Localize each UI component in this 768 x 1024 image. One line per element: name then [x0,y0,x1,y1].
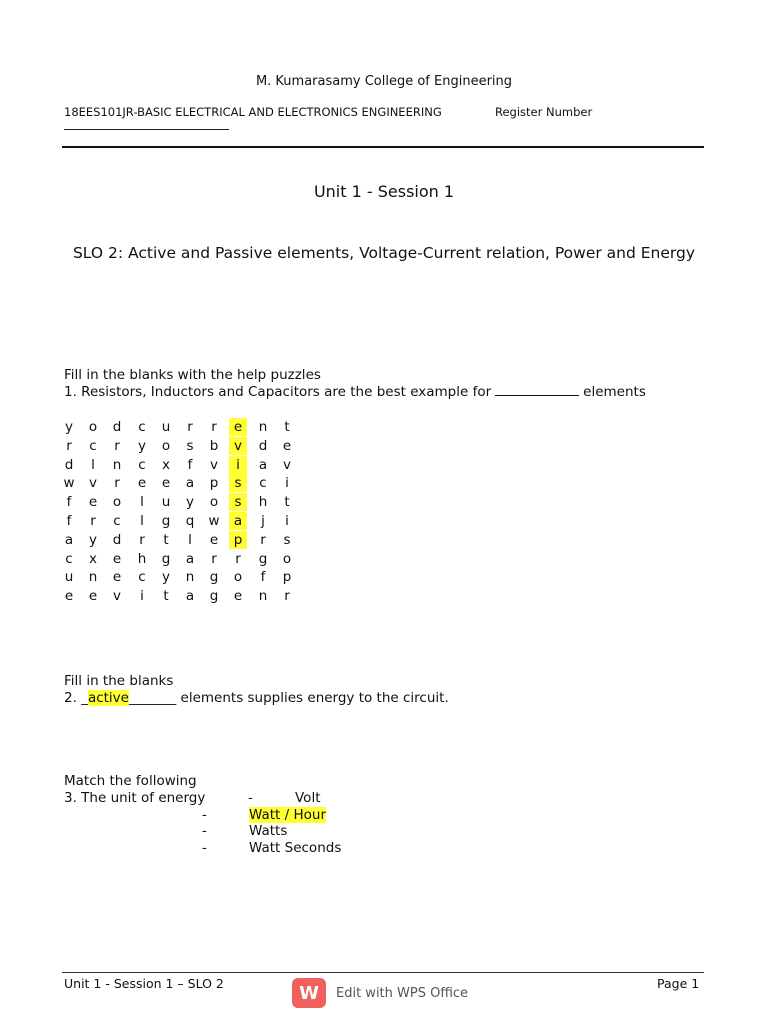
puzzle-cell[interactable]: f [66,494,72,510]
register-number-line [64,129,229,130]
puzzle-cell[interactable]: e [282,438,292,454]
puzzle-cell[interactable]: n [88,569,98,585]
puzzle-cell[interactable]: h [137,551,147,567]
footer-page-number: Page 1 [657,976,700,991]
puzzle-cell[interactable]: u [161,419,171,435]
puzzle-cell[interactable]: a [64,532,74,548]
puzzle-cell[interactable]: t [284,494,290,510]
q3-question: 3. The unit of energy [64,790,206,806]
puzzle-cell[interactable]: y [138,438,146,454]
puzzle-cell[interactable]: o [209,494,219,510]
puzzle-cell[interactable]: l [140,513,144,529]
puzzle-cell[interactable]: v [210,457,218,473]
puzzle-cell[interactable]: r [260,532,266,548]
q3-option-3[interactable]: Watts [249,823,288,839]
puzzle-cell[interactable]: n [258,588,268,604]
puzzle-cell[interactable]: a [229,512,247,530]
puzzle-cell[interactable]: y [186,494,194,510]
puzzle-cell[interactable]: y [89,532,97,548]
puzzle-cell[interactable]: o [88,419,98,435]
puzzle-cell[interactable]: c [65,551,73,567]
puzzle-cell[interactable]: v [229,437,247,455]
puzzle-cell[interactable]: l [188,532,192,548]
puzzle-cell[interactable]: c [138,457,146,473]
puzzle-cell[interactable]: r [66,438,72,454]
puzzle-cell[interactable]: e [64,588,74,604]
puzzle-cell[interactable]: c [138,419,146,435]
q1-instruction: Fill in the blanks with the help puzzles [64,367,321,383]
puzzle-cell[interactable]: i [285,475,289,491]
puzzle-cell[interactable]: v [89,475,97,491]
puzzle-cell[interactable]: a [185,551,195,567]
q3-dash-3: - [202,823,207,839]
puzzle-cell[interactable]: r [114,438,120,454]
puzzle-cell[interactable]: a [185,588,195,604]
puzzle-cell[interactable]: e [88,494,98,510]
puzzle-cell[interactable]: r [187,419,193,435]
puzzle-cell[interactable]: r [211,551,217,567]
q2-number: 2. [64,690,77,706]
puzzle-cell[interactable]: g [209,569,219,585]
puzzle-cell[interactable]: n [258,419,268,435]
puzzle-cell[interactable]: e [137,475,147,491]
puzzle-cell[interactable]: s [186,438,194,454]
q2-answer[interactable]: active [87,690,129,706]
puzzle-cell[interactable]: d [112,419,122,435]
puzzle-cell[interactable]: r [284,588,290,604]
puzzle-cell[interactable]: o [282,551,292,567]
footer-divider [62,972,704,973]
puzzle-cell[interactable]: x [89,551,97,567]
puzzle-cell[interactable]: y [65,419,73,435]
puzzle-cell[interactable]: c [259,475,267,491]
puzzle-cell[interactable]: h [258,494,268,510]
puzzle-cell[interactable]: g [161,551,171,567]
puzzle-cell[interactable]: f [66,513,72,529]
q1-blank[interactable] [495,394,579,396]
q1-question [64,384,646,400]
puzzle-cell[interactable]: l [91,457,95,473]
puzzle-cell[interactable]: i [140,588,144,604]
puzzle-cell[interactable]: w [208,513,220,529]
puzzle-cell[interactable]: u [64,569,74,585]
puzzle-cell[interactable]: e [112,569,122,585]
puzzle-cell[interactable]: c [89,438,97,454]
wps-edit-banner[interactable] [292,977,468,1009]
puzzle-cell[interactable]: r [114,475,120,491]
puzzle-cell[interactable]: q [185,513,195,529]
puzzle-cell[interactable]: t [284,419,290,435]
puzzle-cell[interactable]: r [211,419,217,435]
puzzle-cell[interactable]: b [209,438,219,454]
puzzle-cell[interactable]: n [185,569,195,585]
puzzle-cell[interactable]: e [161,475,171,491]
puzzle-cell[interactable]: w [63,475,75,491]
puzzle-cell[interactable]: t [163,532,169,548]
puzzle-cell[interactable]: e [209,532,219,548]
puzzle-cell[interactable]: s [283,532,291,548]
puzzle-cell[interactable]: g [209,588,219,604]
q3-option-2[interactable]: Watt / Hour [249,807,326,823]
puzzle-cell[interactable]: p [229,531,247,549]
q3-dash-2: - [202,807,207,823]
puzzle-cell[interactable]: e [88,588,98,604]
q1-text-before: 1. Resistors, Inductors and Capacitors are the best example for [64,384,492,400]
puzzle-cell[interactable]: o [112,494,122,510]
puzzle-cell[interactable]: s [229,474,247,492]
puzzle-cell[interactable]: y [162,569,170,585]
puzzle-cell[interactable]: x [162,457,170,473]
q3-dash-4: - [202,840,207,856]
puzzle-cell[interactable]: e [112,551,122,567]
puzzle-cell[interactable]: v [113,588,121,604]
q3-instruction: Match the following [64,773,197,789]
puzzle-cell[interactable]: c [113,513,121,529]
puzzle-cell[interactable]: s [229,493,247,511]
puzzle-cell[interactable]: n [112,457,122,473]
puzzle-cell[interactable]: p [282,569,292,585]
puzzle-cell[interactable]: g [161,513,171,529]
slo-title: SLO 2: Active and Passive elements, Voltage-Current relation, Power and Energy [72,244,696,262]
wps-logo-icon: W [292,978,326,1008]
puzzle-cell[interactable]: e [229,418,247,436]
q2-text: elements supplies energy to the circuit. [180,690,449,706]
puzzle-cell[interactable]: u [161,494,171,510]
puzzle-cell[interactable]: o [161,438,171,454]
puzzle-cell[interactable]: i [285,513,289,529]
course-code: 18EES101JR-BASIC ELECTRICAL AND ELECTRONICS ENGINEERING [64,105,442,119]
q3-option-1[interactable]: Volt [295,790,321,806]
puzzle-cell[interactable]: r [235,551,241,567]
register-number-label: Register Number [495,105,593,119]
puzzle-cell[interactable]: p [209,475,219,491]
footer-left-text: Unit 1 - Session 1 – SLO 2 [64,976,224,991]
q2-question [64,690,449,706]
q2-blank-pre: _ [81,690,88,706]
puzzle-cell[interactable]: l [140,494,144,510]
q3-dash-1: - [248,790,253,806]
unit-title: Unit 1 - Session 1 [313,182,455,201]
puzzle-cell[interactable]: o [233,569,243,585]
college-name: M. Kumarasamy College of Engineering [255,74,513,89]
q2-blank-post: _______ [128,690,177,706]
puzzle-cell[interactable]: d [112,532,122,548]
puzzle-cell[interactable]: c [138,569,146,585]
puzzle-cell[interactable]: f [187,457,193,473]
puzzle-cell[interactable]: g [258,551,268,567]
puzzle-cell[interactable]: r [139,532,145,548]
puzzle-cell[interactable]: a [258,457,268,473]
puzzle-cell[interactable]: t [163,588,169,604]
puzzle-cell[interactable]: a [185,475,195,491]
puzzle-cell[interactable]: i [229,456,247,474]
puzzle-cell[interactable]: v [283,457,291,473]
q2-instruction: Fill in the blanks [64,673,174,689]
puzzle-cell[interactable]: e [233,588,243,604]
puzzle-cell[interactable]: r [90,513,96,529]
puzzle-cell[interactable]: f [260,569,266,585]
q1-text-after: elements [583,384,646,400]
puzzle-cell[interactable]: d [258,438,268,454]
wps-edit-text: Edit with WPS Office [336,985,469,1001]
puzzle-cell[interactable]: d [64,457,74,473]
puzzle-cell[interactable]: j [261,513,265,529]
q3-option-4[interactable]: Watt Seconds [249,840,342,856]
header-divider [62,146,704,148]
